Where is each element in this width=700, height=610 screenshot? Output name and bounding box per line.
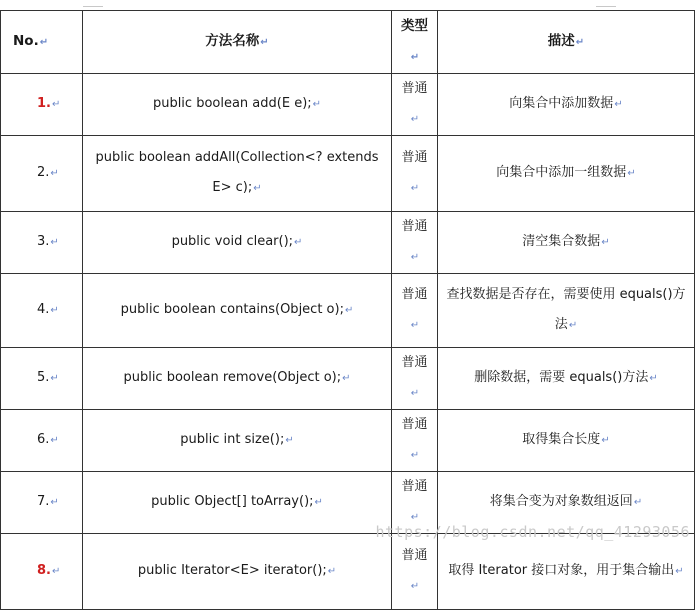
method-description-text: 删除数据，需要 equals()方法	[474, 370, 649, 385]
method-type-text: 普通	[401, 417, 428, 432]
paragraph-mark-icon: ↵	[51, 566, 61, 577]
table-row	[1, 274, 695, 348]
method-description	[438, 348, 695, 410]
method-name-text: public boolean remove(Object o);	[123, 370, 342, 385]
method-name-text: public boolean contains(Object o);	[120, 302, 344, 317]
method-description	[438, 534, 695, 610]
method-name-text: public Iterator<E> iterator();	[137, 563, 327, 578]
method-name-text: public void clear();	[171, 234, 294, 249]
paragraph-mark-icon: ↵	[285, 435, 294, 446]
paragraph-mark-icon: ↵	[410, 183, 420, 194]
method-description	[438, 74, 695, 136]
paragraph-mark-icon: ↵	[314, 497, 323, 508]
method-name	[83, 274, 392, 348]
header-no: No.↵	[1, 11, 83, 74]
table-row	[1, 74, 695, 136]
method-type-text: 普通	[401, 355, 428, 370]
row-number	[1, 348, 83, 410]
table-row	[1, 212, 695, 274]
method-name-text: public boolean addAll(Collection<? extends E> c);	[95, 150, 379, 195]
method-description-text: 将集合变为对象数组返回	[489, 494, 633, 509]
method-name-text: public int size();	[180, 432, 285, 447]
method-name	[83, 410, 392, 472]
row-number-text: 7.	[37, 494, 50, 509]
paragraph-mark-icon: ↵	[601, 237, 610, 248]
paragraph-mark-icon: ↵	[614, 99, 623, 110]
row-number	[1, 212, 83, 274]
method-type-text: 普通	[401, 81, 428, 96]
method-name-text: public Object[] toArray();	[151, 494, 314, 509]
header-description: 描述↵	[438, 11, 695, 74]
method-type-text: 普通	[401, 548, 428, 563]
paragraph-mark-icon: ↵	[342, 373, 351, 384]
row-number-text: 2.	[37, 165, 50, 180]
method-description	[438, 410, 695, 472]
method-type	[392, 212, 438, 274]
method-description-text: 向集合中添加数据	[509, 96, 614, 111]
method-name	[83, 136, 392, 212]
paragraph-mark-icon: ↵	[50, 373, 59, 384]
method-description-text: 向集合中添加一组数据	[496, 165, 627, 180]
paragraph-mark-icon: ↵	[50, 168, 59, 179]
row-number-text: 4.	[37, 302, 50, 317]
paragraph-mark-icon: ↵	[410, 388, 420, 399]
method-description-text: 取得 Iterator 接口对象，用于集合输出	[448, 563, 675, 578]
paragraph-mark-icon: ↵	[410, 114, 420, 125]
method-name	[83, 472, 392, 534]
method-type-text: 普通	[401, 219, 428, 234]
method-name	[83, 212, 392, 274]
paragraph-mark-icon: ↵	[627, 168, 636, 179]
method-name-text: public boolean add(E e);	[152, 96, 312, 111]
table-row	[1, 410, 695, 472]
row-number	[1, 274, 83, 348]
method-type	[392, 410, 438, 472]
method-type-text: 普通	[401, 150, 428, 165]
method-description-text: 取得集合长度	[522, 432, 601, 447]
paragraph-mark-icon: ↵	[633, 497, 643, 508]
paragraph-mark-icon: ↵	[649, 373, 658, 384]
paragraph-mark-icon: ↵	[344, 305, 354, 316]
paragraph-mark-icon: ↵	[675, 566, 684, 577]
watermark: https://blog.csdn.net/qq_41293056	[375, 523, 690, 541]
paragraph-mark-icon: ↵	[50, 435, 59, 446]
method-description	[438, 274, 695, 348]
row-number	[1, 74, 83, 136]
method-type	[392, 534, 438, 610]
paragraph-mark-icon: ↵	[601, 435, 610, 446]
paragraph-mark-icon: ↵	[50, 237, 59, 248]
method-table	[0, 10, 695, 610]
row-number-text: 5.	[37, 370, 50, 385]
paragraph-mark-icon: ↵	[410, 450, 420, 461]
method-type	[392, 74, 438, 136]
method-description-text: 清空集合数据	[522, 234, 601, 249]
row-number-text: 1.	[37, 96, 51, 111]
row-number	[1, 472, 83, 534]
row-number	[1, 136, 83, 212]
method-name	[83, 74, 392, 136]
method-type	[392, 274, 438, 348]
paragraph-mark-icon: ↵	[410, 581, 420, 592]
paragraph-mark-icon: ↵	[50, 497, 59, 508]
method-type	[392, 348, 438, 410]
table-row	[1, 534, 695, 610]
row-number-text: 8.	[37, 563, 51, 578]
method-type-text: 普通	[401, 287, 428, 302]
row-number	[1, 534, 83, 610]
paragraph-mark-icon: ↵	[50, 305, 59, 316]
header-method-name: 方法名称↵	[83, 11, 392, 74]
paragraph-mark-icon: ↵	[410, 320, 420, 331]
paragraph-mark-icon: ↵	[410, 512, 420, 523]
method-name	[83, 348, 392, 410]
method-description	[438, 136, 695, 212]
method-type-text: 普通	[401, 479, 428, 494]
paragraph-mark-icon: ↵	[568, 320, 578, 331]
paragraph-mark-icon: ↵	[294, 237, 303, 248]
method-description-text: 查找数据是否存在，需要使用 equals()方法	[446, 287, 686, 332]
row-number-text: 3.	[37, 234, 50, 249]
paragraph-mark-icon: ↵	[312, 99, 322, 110]
method-type	[392, 136, 438, 212]
table-row	[1, 136, 695, 212]
header-row	[1, 11, 695, 74]
paragraph-mark-icon: ↵	[327, 566, 337, 577]
row-number	[1, 410, 83, 472]
row-number-text: 6.	[37, 432, 50, 447]
paragraph-mark-icon: ↵	[253, 183, 262, 194]
page-top-marks	[0, 0, 700, 10]
header-type: 类型↵	[392, 11, 438, 74]
method-description	[438, 212, 695, 274]
table-row	[1, 348, 695, 410]
paragraph-mark-icon: ↵	[410, 252, 420, 263]
paragraph-mark-icon: ↵	[51, 99, 61, 110]
method-name	[83, 534, 392, 610]
